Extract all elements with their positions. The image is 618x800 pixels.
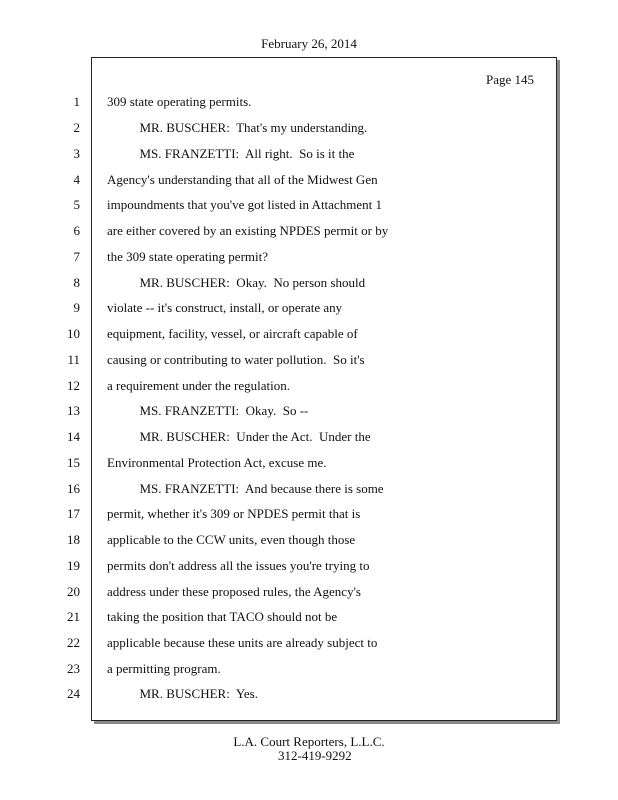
transcript-line: MR. BUSCHER: Under the Act. Under the [107,429,371,444]
line-number: 16 [67,481,80,496]
transcript-line: equipment, facility, vessel, or aircraft capable of [107,326,358,341]
line-number: 15 [67,455,80,470]
line-number: 21 [67,609,80,624]
line-number: 2 [73,120,80,135]
transcript-line: address under these proposed rules, the Agency's [107,584,361,599]
transcript-line: are either covered by an existing NPDES permit or by [107,223,389,238]
transcript-line: MS. FRANZETTI: Okay. So -- [107,403,309,418]
transcript-line: impoundments that you've got listed in Attachment 1 [107,197,382,212]
transcript-line: 309 state operating permits. [107,94,252,109]
line-number: 24 [67,686,80,701]
line-number: 10 [67,326,80,341]
transcript-line: MR. BUSCHER: That's my understanding. [107,120,368,135]
transcript-line: causing or contributing to water pollution. So it's [107,352,365,367]
transcript-line: Agency's understanding that all of the Midwest Gen [107,172,378,187]
line-number: 23 [67,661,80,676]
transcript-line: Environmental Protection Act, excuse me. [107,455,327,470]
transcript-line: MS. FRANZETTI: And because there is some [107,481,384,496]
line-number: 5 [73,197,80,212]
line-number: 4 [73,172,80,187]
line-number: 11 [67,352,80,367]
line-number: 6 [73,223,80,238]
line-number: 8 [73,275,80,290]
transcript-line: a permitting program. [107,661,221,676]
transcript-line: violate -- it's construct, install, or operate any [107,300,343,315]
transcript-line: permit, whether it's 309 or NPDES permit that is [107,506,361,521]
line-number: 20 [67,584,80,599]
line-number: 18 [67,532,80,547]
transcript-line: the 309 state operating permit? [107,249,269,264]
line-number: 13 [67,403,80,418]
transcript-line: a requirement under the regulation. [107,378,291,393]
transcript-line: applicable to the CCW units, even though those [107,532,356,547]
transcript-line: MR. BUSCHER: Okay. No person should [107,275,366,290]
page-number: Page 145 [486,72,535,87]
line-number: 7 [73,249,80,264]
transcript-date: February 26, 2014 [261,36,357,51]
transcript-line: applicable because these units are already subject to [107,635,378,650]
line-number: 14 [67,429,80,444]
line-number: 19 [67,558,80,573]
footer-company: L.A. Court Reporters, L.L.C. [233,734,385,749]
transcript-line: MS. FRANZETTI: All right. So is it the [107,146,355,161]
transcript-line: permits don't address all the issues you're trying to [107,558,370,573]
footer-phone: 312-419-9292 [278,748,352,763]
line-number: 17 [67,506,80,521]
line-number: 22 [67,635,80,650]
line-number: 12 [67,378,80,393]
transcript-line: MR. BUSCHER: Yes. [107,686,258,701]
transcript-line: taking the position that TACO should not be [107,609,338,624]
line-number: 1 [73,94,80,109]
line-number: 9 [73,300,80,315]
line-number: 3 [73,146,80,161]
